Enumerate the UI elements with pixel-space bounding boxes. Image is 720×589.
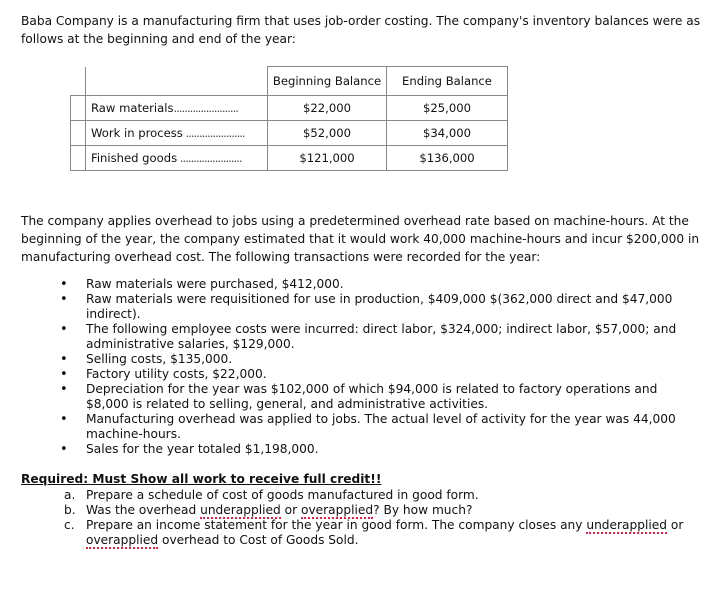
required-heading: Required: Must Show all work to receive full credit!!: [21, 472, 382, 486]
spellcheck-word: overapplied: [300, 503, 374, 517]
list-item: • Raw materials were purchased, $412,000.: [60, 277, 700, 292]
table-row: Raw materials........................ $22,000 $25,000: [71, 96, 508, 121]
spellcheck-word: overapplied: [86, 533, 159, 547]
list-item: • Raw materials were requisitioned for use in production, $409,000 $(362,000 direct and $47,000 indirect).: [60, 292, 700, 322]
table-row: Work in process ...................... $52,000 $34,000: [71, 121, 508, 146]
intro-text: Baba Company is a manufacturing firm that uses job-order costing. The company's inventory balances were as follows at the beginning and end of the year:: [21, 14, 701, 46]
list-item: c. Prepare an income statement for the year in good form. The company closes any underapplied or overapplied overhead to Cost of Goods Sold.: [64, 518, 684, 547]
row-label: Finished goods: [91, 151, 178, 165]
item-text: Prepare a schedule of cost of goods manufactured in good form.: [86, 488, 479, 502]
row-ending: $136,000: [387, 146, 508, 171]
row-beginning: $22,000: [268, 96, 387, 121]
spellcheck-word: underapplied: [586, 518, 668, 532]
item-marker: a.: [64, 488, 76, 502]
table-row: Finished goods ....................... $121,000 $136,000: [71, 146, 508, 171]
item-marker: c.: [64, 518, 75, 532]
row-ending: $25,000: [387, 96, 508, 121]
list-item: • Factory utility costs, $22,000.: [60, 367, 700, 382]
list-item: [60, 488, 700, 503]
row-label: Work in process: [91, 126, 183, 140]
row-label: Raw materials: [91, 101, 174, 115]
transactions-list: [60, 277, 700, 457]
overhead-paragraph: The company applies overhead to jobs using a predetermined overhead rate based on machine-hours. At the beginning of the year, the company estimated that it would work 40,000 machine-hours and incur $200,000 in manufacturing overhead cost. The following transactions were recorded for the year:: [21, 214, 700, 264]
item-marker: b.: [64, 503, 76, 517]
row-beginning: $52,000: [268, 121, 387, 146]
list-item: • Sales for the year totaled $1,198,000.: [60, 442, 700, 457]
required-list: [60, 488, 700, 548]
list-item: • Selling costs, $135,000.: [60, 352, 700, 367]
header-ending: Ending Balance: [387, 67, 508, 96]
list-item: b. Was the overhead underapplied or overapplied? By how much?: [64, 503, 473, 517]
header-beginning: Beginning Balance: [268, 67, 387, 96]
list-item: • Manufacturing overhead was applied to jobs. The actual level of activity for the year was 44,000 machine-hours.: [60, 412, 700, 442]
row-ending: $34,000: [387, 121, 508, 146]
spellcheck-word: underapplied: [200, 503, 281, 517]
list-item: • Depreciation for the year was $102,000 of which $94,000 is related to factory operations and $8,000 is related to selling, general, and administrative activities.: [60, 382, 700, 412]
row-beginning: $121,000: [268, 146, 387, 171]
inventory-table: [70, 66, 508, 171]
list-item: • The following employee costs were incurred: direct labor, $324,000; indirect labor, $57,000; and administrative salaries, $129,000.: [60, 322, 700, 352]
